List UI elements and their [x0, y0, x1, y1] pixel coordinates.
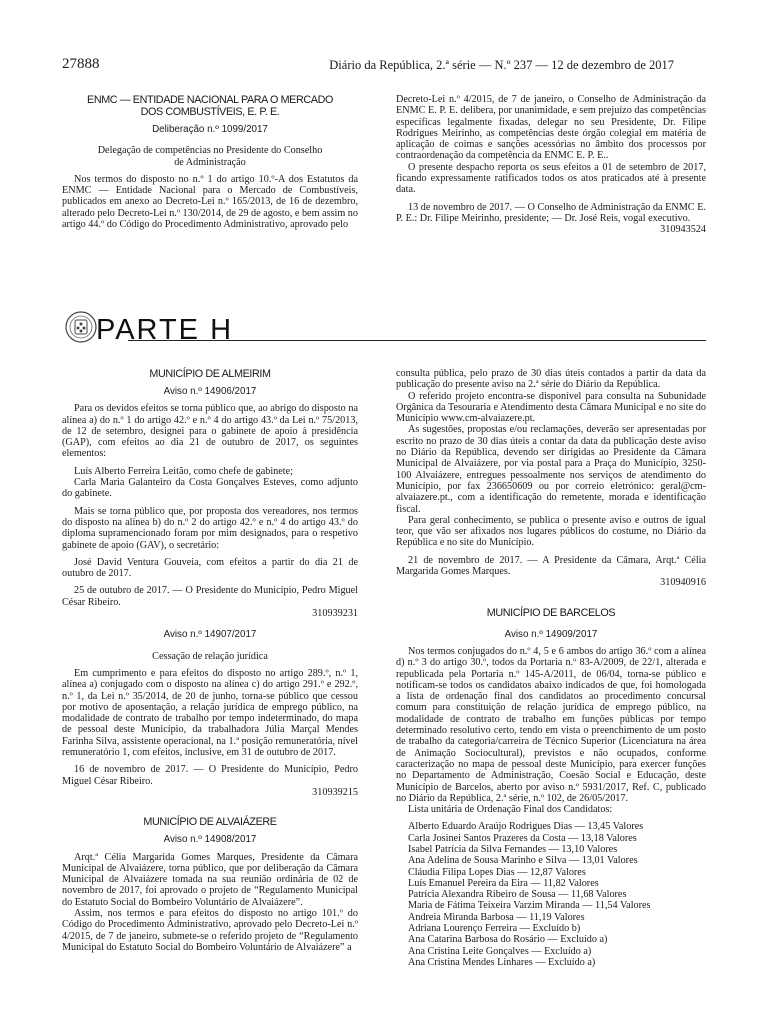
page-number: 27888	[62, 56, 100, 72]
paragraph: Em cumprimento e para efeitos do disposto no artigo 289.º, n.º 1, alínea a) conjugado com o disposto na alínea c) do artigo 291.º e 292.º, n.º 1, da Lei n.º 35/2014, de 20 de junho, torna-se público que cessou por motivo de aposentação, a relação jurídica de emprego público, na modalidade de contrato de trabalho por tempo indeterminado, do mapa de pessoal deste Município, da trabalhadora Júlia Marçal Mendes Farinha Silva, assistente operacional, na 1.ª posição remuneratória, nível remuneratório 1, com efeitos, inclusive, em 31 de outubro de 2017.	[62, 667, 358, 759]
list-item: Ana Cristina Leite Gonçalves — Excluído a)	[408, 945, 592, 957]
doc-title: Aviso n.º 14909/2017	[504, 628, 598, 640]
lower-left-column	[62, 368, 358, 953]
reference-number: 310939231	[312, 608, 358, 620]
publication-header: Diário da República, 2.ª série — N.º 237 — 12 de dezembro de 2017	[329, 58, 674, 72]
list-item: Ana Cristina Mendes Linhares — Excluído a)	[408, 956, 596, 968]
reference-number: 310943524	[660, 224, 706, 236]
list-item: Patrícia Alexandra Ribeiro de Sousa — 11,68 Valores	[408, 889, 627, 901]
subject-title: Cessação de relação jurídica	[152, 650, 268, 662]
list-item: Andreia Miranda Barbosa — 11,19 Valores	[408, 911, 585, 923]
paragraph: O referido projeto encontra-se disponível para consulta na Subunidade Orgânica da Tesouraria e Atendimento desta Câmara Municipal e no site do Município www.cm-alvaiazere.pt.	[396, 390, 706, 425]
divider	[128, 340, 706, 341]
paragraph: José David Ventura Gouveia, com efeitos a partir do dia 21 de outubro de 2017.	[62, 556, 358, 580]
org-title-barcelos: MUNICÍPIO DE BARCELOS	[486, 606, 616, 619]
paragraph: Assim, nos termos e para efeitos do disposto no artigo 101.º do Código do Procedimento Administrativo, aprovado pelo Decreto-Lei n.º 4/2015, de 7 de janeiro, submete-se o referido projeto de “Regulamento Municipal do Estatuto Social do Bombeiro Voluntário de Alvaiázere” a	[62, 907, 358, 953]
paragraph: Luís Alberto Ferreira Leitão, como chefe de gabinete;	[74, 465, 293, 477]
candidate-list	[396, 821, 706, 968]
list-title: Lista unitária de Ordenação Final dos Candidatos:	[408, 804, 613, 816]
paragraph: Carla Maria Galanteiro da Costa Gonçalves Esteves, como adjunto do gabinete.	[62, 477, 358, 500]
top-right-column	[396, 94, 706, 236]
paragraph: Para geral conhecimento, se publica o presente aviso e outros de igual teor, que vão ser afixados nos lugares públicos do costume, no Diário da República e no site do Município.	[396, 514, 706, 549]
list-item: Ana Catarina Barbosa do Rosário — Excluído a)	[408, 934, 608, 946]
paragraph: 16 de novembro de 2017. — O Presidente do Município, Pedro Miguel César Ribeiro.	[62, 764, 358, 787]
list-item: Cláudia Filipa Lopes Dias — 12,87 Valores	[408, 866, 586, 878]
list-item: Carla Josinei Santos Prazeres da Costa — 13,18 Valores	[408, 832, 637, 844]
reference-number: 310939215	[312, 786, 358, 798]
paragraph: As sugestões, propostas e/ou reclamações, deverão ser apresentadas por escrito no prazo de 30 dias úteis a contar da data da publicação deste aviso no Diário da República, devendo ser dirigidas ao Presidente da Câmara Municipal de Alvaiázere, por via postal para a Praça do Município, 3250-100 Alvaiázere, entregues pessoalmente nos serviços de atendimento do Município, por fax 236650609 ou por correio eletrónico: geral@cm-alvaiazere.pt., com a identificação do remetente, morada e identificação fiscal.	[396, 424, 706, 515]
coat-of-arms-emblem	[64, 310, 98, 344]
doc-title: Aviso n.º 14906/2017	[163, 386, 257, 397]
subject-title: Delegação de competências no Presidente do Conselho de Administração	[97, 145, 323, 168]
paragraph: Nos termos conjugados do n.º 4, 5 e 6 ambos do artigo 36.º com a alínea d) n.º 3 do artigo 30.º, todos da Portaria n.º 83-A/2009, de 22/1, alterada e republicada pela Portaria n.º 145-A/2011, de 06/04, torna-se público e notificam-se todos os candidatos abaixo indicados de que, foi homologada a lista de ordenação final dos candidatos ao procedimento concursal comum para constituição de relação jurídica de emprego público, na modalidade de contrato de trabalho em funções públicas por tempo determinado resolutivo certo, tendo em vista o preenchimento de um posto de trabalho da categoria/carreira de Técnico Superior (Licenciatura na área de Animação Sociocultural), previstos e não ocupados, conforme caracterização no mapa de pessoal deste Município, para exercer funções no Departamento de Administração, Coesão Social e Educação, deste Município de Barcelos, aberto por aviso n.º 5931/2017, Ref. C, publicado no Diário da República, 2.ª série, n.º 102, de 26/05/2017.	[396, 645, 706, 804]
paragraph: Nos termos do disposto no n.º 1 do artigo 10.º-A dos Estatutos da ENMC — Entidade Nacional para o Mercado de Combustíveis, publicados em anexo ao Decreto-Lei n.º 165/2013, de 16 de dezembro, alterado pelo Decreto-Lei n.º 130/2014, de 29 de agosto, e bem assim no artigo 44.º do Código do Procedimento Administrativo, aprovado pelo	[62, 173, 358, 231]
org-title-alvaiazere: MUNICÍPIO DE ALVAIÁZERE	[143, 816, 277, 829]
list-item: Luís Emanuel Pereira da Eira — 11,82 Valores	[408, 877, 599, 889]
paragraph: Para os devidos efeitos se torna público que, ao abrigo do disposto na alínea a) do n.º 1 do artigo 42.º e n.º 4 do artigo 43.º da Lei n.º 75/2013, de 12 de setembro, designei para o gabinete de apoio à presidência (GAP), com efeitos ao dia 21 de outubro de 2017, os seguintes elementos:	[62, 403, 358, 460]
list-item: Ana Adelina de Sousa Marinho e Silva — 13,01 Valores	[408, 855, 638, 867]
paragraph: 21 de novembro de 2017. — A Presidente da Câmara, Arqt.ª Célia Margarida Gomes Marques.	[396, 554, 706, 578]
paragraph: consulta pública, pelo prazo de 30 dias úteis contados a partir da data da publicação do presente aviso na 2.ª série do Diário da República.	[396, 368, 706, 391]
paragraph: Arqt.ª Célia Margarida Gomes Marques, Presidente da Câmara Municipal de Alvaiázere, torna público, que por deliberação da Câmara Municipal de Alvaiázere tomada na sua reunião ordinária de 02 de novembro de 2017, foi aprovado o projeto de “Regulamento Municipal do Estatuto Social do Bombeiro Voluntário de Alvaiázere”.	[62, 851, 358, 908]
doc-title: Aviso n.º 14908/2017	[163, 834, 257, 846]
list-item: Isabel Patrícia da Silva Fernandes — 13,10 Valores	[408, 843, 618, 855]
doc-title: Deliberação n.º 1099/2017	[152, 124, 268, 135]
org-title-enmc: ENMC — ENTIDADE NACIONAL PARA O MERCADO DOS COMBUSTÍVEIS, E. P. E.	[87, 94, 333, 118]
lower-right-column	[396, 368, 706, 968]
list-item: Adriana Lourenço Ferreira — Excluído b)	[408, 923, 581, 935]
paragraph: 13 de novembro de 2017. — O Conselho de Administração da ENMC E. P. E.: Dr. Filipe Meirinho, presidente; — Dr. José Reis, vogal executivo.	[396, 201, 706, 224]
doc-title: Aviso n.º 14907/2017	[163, 629, 257, 641]
paragraph: 25 de outubro de 2017. — O Presidente do Município, Pedro Miguel César Ribeiro.	[62, 585, 358, 608]
top-left-column	[62, 94, 358, 230]
reference-number: 310940916	[660, 577, 706, 589]
paragraph: Decreto-Lei n.º 4/2015, de 7 de janeiro, o Conselho de Administração da ENMC E. P. E. delibera, por unanimidade, e sem prejuízo das competências específicas legalmente fixadas, delegar no seu Presidente, Dr. Filipe Rodrigues Meirinho, as competências deste órgão colegial em matéria de aplicação de coimas e sanções acessórias no âmbito dos processos por contraordenação da competência da ENMC E. P. E..	[396, 94, 706, 162]
paragraph: O presente despacho reporta os seus efeitos a 01 de setembro de 2017, ficando expressamente ratificados todos os atos praticados até à presente data.	[396, 161, 706, 196]
list-item: Maria de Fátima Teixeira Varzim Miranda — 11,54 Valores	[408, 900, 651, 912]
section-title: PARTE H	[96, 314, 234, 346]
org-title-almeirim: MUNICÍPIO DE ALMEIRIM	[149, 368, 271, 380]
list-item: Alberto Eduardo Araújo Rodrigues Dias — 13,45 Valores	[408, 821, 644, 833]
paragraph: Mais se torna público que, por proposta dos vereadores, nos termos do disposto na alínea b) do n.º 2 do artigo 42.º e n.º 4 do artigo 43.º do diploma supramencionado foram por mim designados, para o respetivo gabinete de apoio (GAV), o secretário:	[62, 505, 358, 551]
